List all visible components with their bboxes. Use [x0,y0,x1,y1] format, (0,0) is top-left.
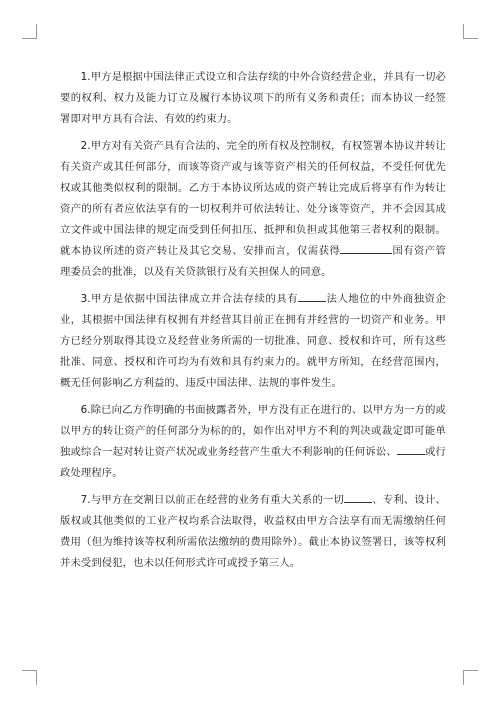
crop-mark-top-right [463,24,478,39]
paragraph-3-text-before: 3.甲方是依据中国法律成立并合法存续的具有 [80,293,299,305]
paragraph-5-text-before: 7.与甲方在交割日以前正在经营的业务有重大关系的一切 [80,494,345,506]
paragraph-2 [60,136,446,283]
paragraph-4-text-before: 6.除已向乙方作明确的书面披露者外，甲方没有正在进行的、以甲方为一方的或以甲方的转让资产的任何部分为标的的，如作出对甲方不利的判决或裁定即可能单独或综合一起对转让资产状况或业务经营产生重大不利影响的任何诉讼、 [60,404,446,458]
crop-mark-bottom-right [463,670,478,685]
paragraph-1 [60,67,446,130]
paragraph-4 [60,400,446,484]
paragraph-1-text: 1.甲方是根据中国法律正式设立和合法存续的中外合资经营企业，并具有一切必要的权利、权力及能力订立及履行本协议项下的所有义务和责任；而本协议一经签署即对甲方具有合法、有效的约束力。 [60,71,446,125]
paragraph-4-text-after: 或行政处理程序。 [60,446,446,479]
paragraph-5-text-after: 、专利、设计、版权或其他类似的工业产权均系合法取得，收益权由甲方合法享有而无需缴纳任何费用（但为维持该等权利所需依法缴纳的费用除外）。截止本协议签署日，该等权利并未受到侵犯，也未以任何形式许可或授予第三人。 [60,494,446,569]
fill-in-blank [298,289,326,302]
paragraph-3 [60,289,446,394]
paragraph-3-text-after: 法人地位的中外商独资企业，其根据中国法律有权拥有并经营其目前正在拥有并经营的一切资产和业务。甲方已经分别取得其设立及经营业务所需的一切批准、同意、授权和许可，所有这些批准、同意、授权和许可均为有效和具有约束力的。就甲方所知，在经营范围内，概无任何影响乙方利益的、违反中国法律、法规的事件发生。 [60,293,446,389]
crop-mark-top-left [22,24,37,39]
paragraph-2-text-before: 2.甲方对有关资产具有合法的、完全的所有权及控制权，有权签署本协议并转让有关资产或其任何部分，而该等资产或与该等资产相关的任何权益，不受任何优先权或其他类似权利的限制。乙方于本协议所达成的资产转让完成后将享有作为转让资产的所有者应依法享有的一切权利并可依法转让、处分该等资产，并不会因其成立文件或中国法律的规定而受到任何扣压、抵押和负担或其他第三者权利的限制。就本协议所述的资产转让及其它交易、安排而言，仅需获得 [60,140,446,257]
fill-in-blank [397,442,425,455]
paragraph-5 [60,490,446,574]
document-page [60,67,446,580]
fill-in-blank [340,241,392,254]
paragraph-2-text-after: 国有资产管理委员会的批准，以及有关贷款银行及有关担保人的同意。 [60,245,446,278]
crop-mark-bottom-left [22,670,37,685]
fill-in-blank [344,490,372,503]
